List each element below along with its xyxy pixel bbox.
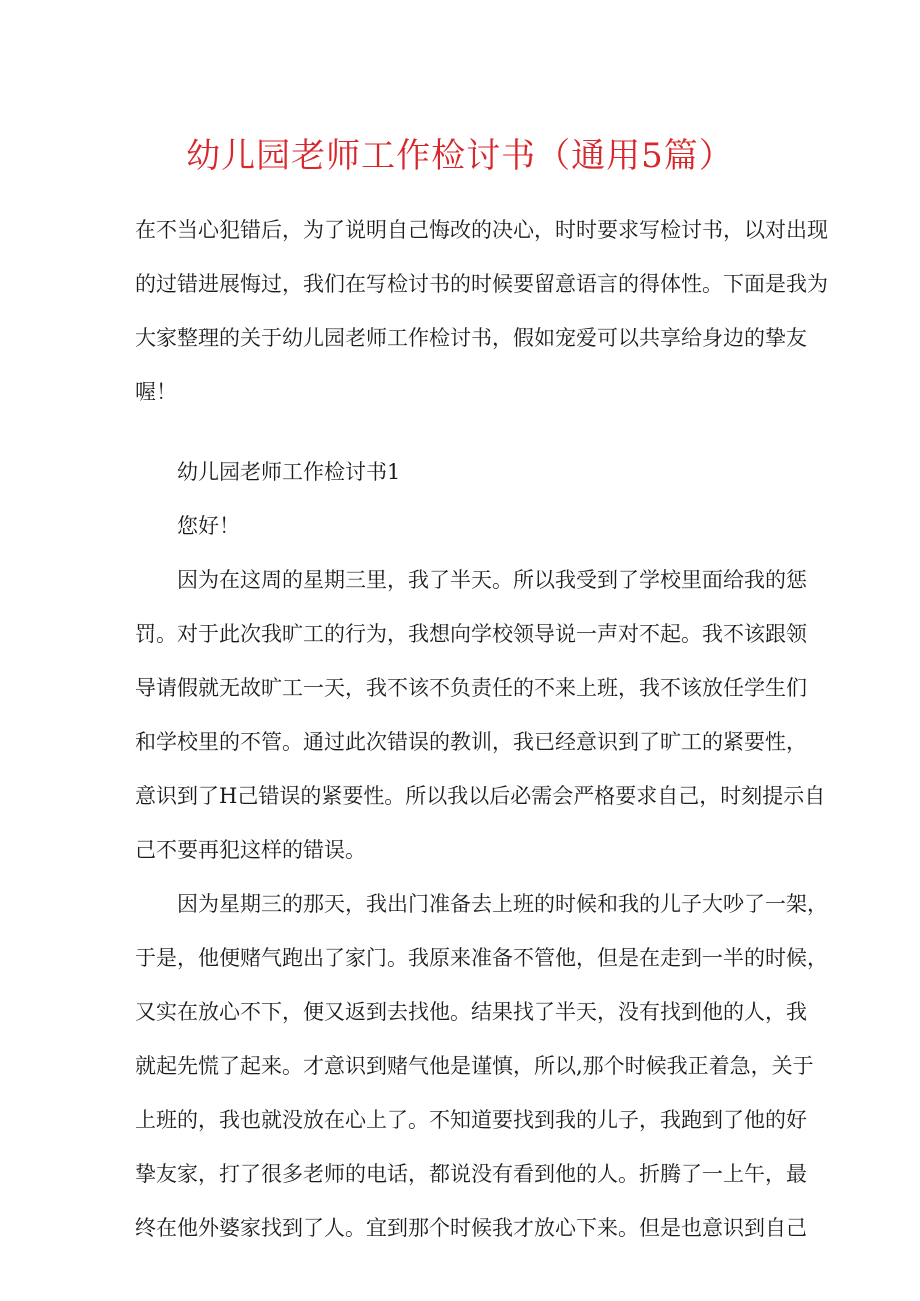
paragraph-1 <box>135 558 826 882</box>
paragraph-line: 意识到了H己错误的紧要性。所以我以后必需会严格要求自己，时刻提示自 <box>135 784 826 808</box>
paragraph-line: 就起先慌了起来。才意识到赌气他是谨慎，所以,那个时候我正着急，关于 <box>135 1054 814 1078</box>
intro-paragraph <box>135 208 828 424</box>
paragraph-line: 己不要再犯这样的错误。 <box>135 838 366 862</box>
document-title: 幼儿园老师工作检讨书（通用5篇） <box>186 136 734 176</box>
intro-line: 喔！ <box>135 380 177 404</box>
intro-line: 的过错进展悔过，我们在写检讨书的时候要留意语言的得体性。下面是我为 <box>135 272 828 296</box>
letter-body <box>135 450 828 1260</box>
paragraph-line: 上班的，我也就没放在心上了。不知道要找到我的儿子，我跑到了他的好 <box>135 1108 807 1132</box>
intro-line: 在不当心犯错后，为了说明自己悔改的决心，时时要求写检讨书，以对出现 <box>135 218 828 242</box>
paragraph-line: 挚友家，打了很多老师的电话，都说没有看到他的人。折腾了一上午，最 <box>135 1162 807 1186</box>
intro-line: 大家整理的关于幼儿园老师工作检讨书，假如宠爱可以共享给身边的挚友 <box>135 326 807 350</box>
paragraph-line: 又实在放心不下，便又返到去找他。结果找了半天，没有找到他的人，我 <box>135 1000 807 1024</box>
paragraph-line: 于是，他便赌气跑出了家门。我原来准备不管他，但是在走到一半的时候， <box>135 946 828 970</box>
paragraph-line: 因为星期三的那天，我出门准备去上班的时候和我的儿子大吵了一架， <box>177 892 828 916</box>
paragraph-line: 和学校里的不管。通过此次错误的教训，我已经意识到了旷工的紧要性， <box>135 730 807 754</box>
paragraph-2 <box>135 882 828 1260</box>
paragraph-line: 罚。对于此次我旷工的行为，我想向学校领导说一声对不起。我不该跟领 <box>135 622 807 646</box>
paragraph-line: 导请假就无故旷工一天，我不该不负责任的不来上班，我不该放任学生们 <box>135 676 807 700</box>
paragraph-line: 终在他外婆家找到了人。宜到那个时候我才放心下来。但是也意识到自己 <box>135 1216 807 1240</box>
section-heading: 幼儿园老师工作检讨书1 <box>177 460 401 484</box>
greeting: 您好！ <box>177 514 240 538</box>
paragraph-line: 因为在这周的星期三里，我了半天。所以我受到了学校里面给我的惩 <box>177 568 807 592</box>
